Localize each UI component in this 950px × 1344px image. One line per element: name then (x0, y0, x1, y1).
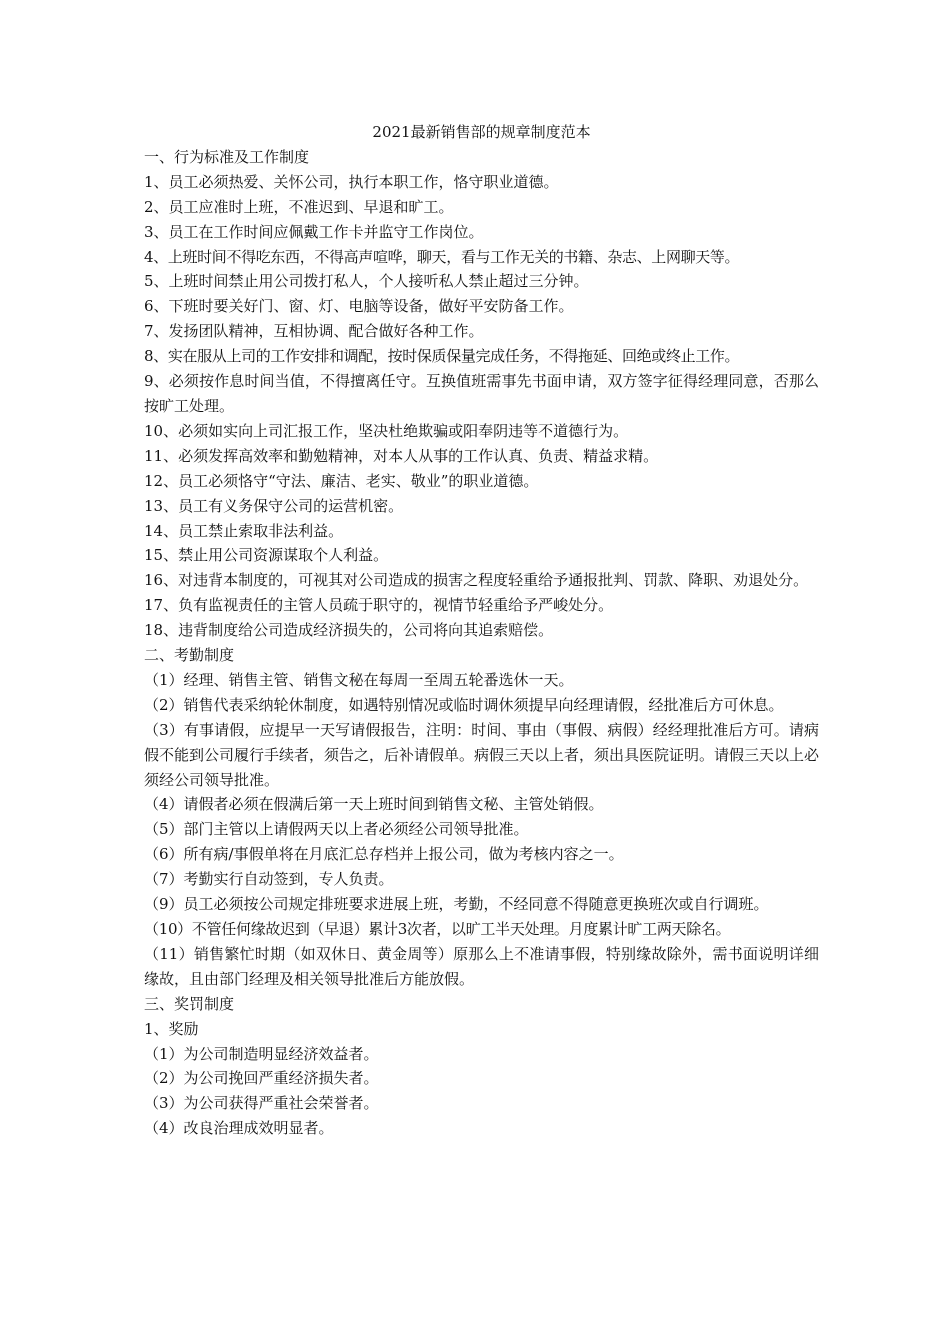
paragraph: 2、员工应准时上班，不准迟到、早退和旷工。 (144, 197, 454, 216)
paragraph: （1）为公司制造明显经济效益者。 (144, 1044, 379, 1063)
paragraph: 18、违背制度给公司造成经济损失的，公司将向其追索赔偿。 (144, 621, 554, 640)
paragraph: （4）改良治理成效明显者。 (144, 1119, 334, 1138)
paragraph: 16、对违背本制度的，可视其对公司造成的损害之程度轻重给予通报批判、罚款、降职、劝退处分。 (144, 571, 809, 590)
section-heading: 二、考勤制度 (144, 646, 235, 665)
paragraph: 9、必须按作息时间当值，不得擅离任守。互换值班需事先书面申请，双方签字征得经理同意，否那么按旷工处理。 (144, 372, 819, 415)
paragraph: （9）员工必须按公司规定排班要求进展上班，考勤，不经同意不得随意更换班次或自行调班。 (144, 895, 769, 914)
paragraph: （3）有事请假，应提早一天写请假报告，注明：时间、事由（事假、病假）经经理批准后方可。请病假不能到公司履行手续者，须告之，后补请假单。病假三天以上者，须出具医院证明。请假三天以上必须经公司领导批准。 (144, 720, 820, 789)
paragraph: 11、必须发挥高效率和勤勉精神，对本人从事的工作认真、负责、精益求精。 (144, 446, 659, 465)
paragraph: （4）请假者必须在假满后第一天上班时间到销售文秘、主管处销假。 (144, 795, 604, 814)
paragraph: 15、禁止用公司资源谋取个人利益。 (144, 546, 389, 565)
paragraph: （10）不管任何缘故迟到（早退）累计3次者，以旷工半天处理。月度累计旷工两天除名。 (144, 920, 731, 938)
paragraph: 14、员工禁止索取非法利益。 (144, 521, 344, 540)
paragraph: 3、员工在工作时间应佩戴工作卡并监守工作岗位。 (144, 222, 484, 241)
paragraph: 10、必须如实向上司汇报工作，坚决杜绝欺骗或阳奉阴违等不道德行为。 (144, 421, 629, 440)
paragraph: 17、负有监视责任的主管人员疏于职守的，视情节轻重给予严峻处分。 (144, 596, 614, 615)
document-body (144, 120, 819, 1141)
paragraph: （2）销售代表采纳轮休制度，如遇特别情况或临时调休须提早向经理请假，经批准后方可休息。 (144, 695, 784, 714)
subsection-heading: 1、奖励 (144, 1019, 199, 1038)
paragraph: （7）考勤实行自动签到，专人负责。 (144, 870, 394, 889)
document-title: 2021最新销售部的规章制度范本 (372, 123, 591, 141)
paragraph: 6、下班时要关好门、窗、灯、电脑等设备，做好平安防备工作。 (144, 297, 574, 316)
section-heading: 一、行为标准及工作制度 (144, 147, 310, 166)
paragraph: 8、实在服从上司的工作安排和调配，按时保质保量完成任务，不得拖延、回绝或终止工作。 (144, 347, 740, 366)
paragraph: （11）销售繁忙时期（如双休日、黄金周等）原那么上不准请事假，特别缘故除外，需书面说明详细缘故，且由部门经理及相关领导批准后方能放假。 (144, 944, 819, 988)
paragraph: （1）经理、销售主管、销售文秘在每周一至周五轮番选休一天。 (144, 670, 574, 689)
paragraph: 7、发扬团队精神，互相协调、配合做好各种工作。 (144, 322, 484, 341)
paragraph: （5）部门主管以上请假两天以上者必须经公司领导批准。 (144, 820, 529, 839)
paragraph: 4、上班时间不得吃东西，不得高声喧哗，聊天，看与工作无关的书籍、杂志、上网聊天等。 (144, 247, 740, 266)
paragraph: 12、员工必须恪守“守法、廉洁、老实、敬业”的职业道德。 (144, 471, 539, 490)
paragraph: （2）为公司挽回严重经济损失者。 (144, 1069, 379, 1088)
paragraph: 13、员工有义务保守公司的运营机密。 (144, 496, 404, 515)
paragraph: （6）所有病/事假单将在月底汇总存档并上报公司，做为考核内容之一。 (144, 845, 624, 864)
paragraph: （3）为公司获得严重社会荣誉者。 (144, 1094, 379, 1113)
paragraph: 5、上班时间禁止用公司拨打私人，个人接听私人禁止超过三分钟。 (144, 272, 589, 291)
paragraph: 1、员工必须热爱、关怀公司，执行本职工作，恪守职业道德。 (144, 172, 559, 191)
section-heading: 三、奖罚制度 (144, 994, 235, 1013)
